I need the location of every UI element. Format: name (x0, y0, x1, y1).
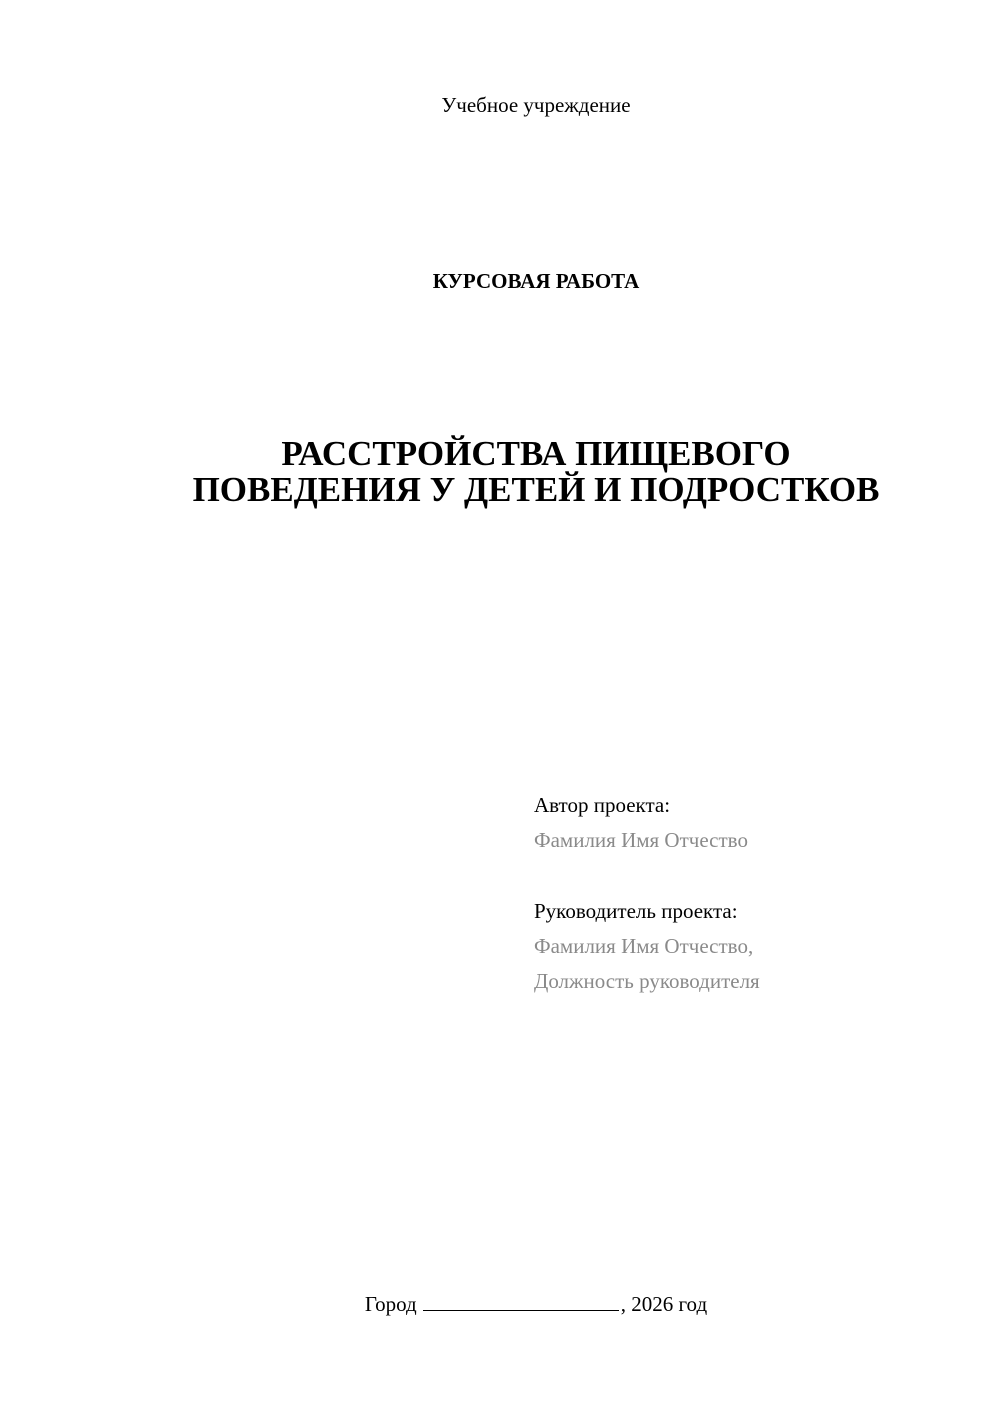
institution-name: Учебное учреждение (441, 93, 631, 117)
supervisor-label: Руководитель проекта: (534, 899, 738, 923)
footer-city-year (0, 1290, 1000, 1318)
supervisor-position: Должность руководителя (534, 969, 760, 993)
project-info-block (534, 788, 974, 999)
document-type: КУРСОВАЯ РАБОТА (432, 269, 640, 293)
author-name: Фамилия Имя Отчество (534, 828, 748, 852)
author-label: Автор проекта: (534, 793, 671, 817)
document-title (100, 436, 972, 508)
year-text: , 2026 год (620, 1292, 708, 1316)
document-title-line-1: РАССТРОЙСТВА ПИЩЕВОГО (281, 434, 791, 473)
document-title-line-2: ПОВЕДЕНИЯ У ДЕТЕЙ И ПОДРОСТКОВ (192, 470, 880, 509)
city-blank-line (423, 1292, 619, 1311)
supervisor-name: Фамилия Имя Отчество, (534, 934, 754, 958)
spacer (534, 858, 974, 894)
city-label: Город (364, 1292, 417, 1316)
